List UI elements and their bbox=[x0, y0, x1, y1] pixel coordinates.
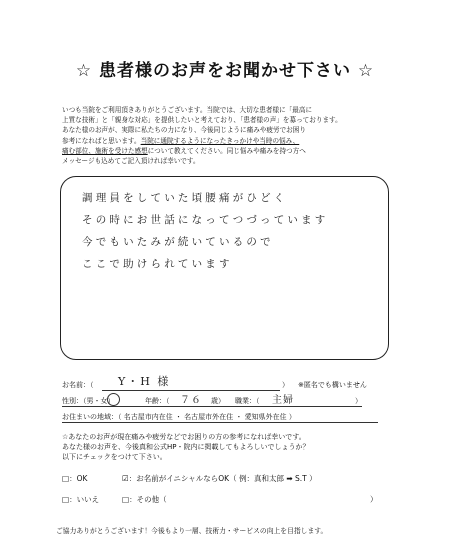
consent-no-checkbox[interactable]: □：いいえ bbox=[62, 495, 100, 504]
job-close: ） bbox=[355, 397, 362, 405]
intro-segment: 参考になればと思います。 bbox=[62, 136, 141, 145]
intro-line bbox=[62, 146, 402, 156]
page-title: ☆ 患者様のお声をお聞かせ下さい ☆ bbox=[75, 61, 375, 81]
job-label: 職業：（ bbox=[235, 397, 260, 405]
consent-other-close: ） bbox=[370, 495, 378, 504]
intro-line: あなた様のお声が、実際に私たちの力になり、今後同じように痛みや疲労でお困り bbox=[62, 126, 306, 135]
job-value[interactable]: 主婦 bbox=[272, 395, 294, 406]
intro-line bbox=[62, 136, 402, 146]
area-underline bbox=[62, 421, 378, 423]
intro-underlined: 痛む部位、施術を受けた感想 bbox=[62, 146, 148, 155]
consent-other-checkbox[interactable]: □：その他（ bbox=[122, 495, 167, 504]
gender-label: 性別：（男・女） bbox=[62, 397, 115, 405]
comment-line: 調理員をしていた頃腰痛がひどく bbox=[82, 192, 288, 204]
age-unit: 歳） bbox=[211, 397, 225, 405]
footer-thanks: ご協力ありがとうございます！今後もより一層、技術力・サービスの向上を目指します。 bbox=[56, 527, 328, 535]
area-label: お住まいの地域：（ 名古屋市内在住 ・ 名古屋市外在住 ・ 愛知県外在住 ） bbox=[62, 413, 296, 421]
consent-question-1: ☆あなたのお声が現在痛みや疲労などでお困りの方の参考になれば幸いです。 bbox=[62, 433, 306, 441]
name-label: お名前：（ bbox=[62, 381, 94, 389]
age-label: 年齢：（ bbox=[145, 397, 170, 405]
intro-line: いつも当院をご利用頂きありがとうございます。当院では、大切な患者様に「最高に bbox=[62, 106, 313, 114]
intro-line: 上質な技術」と「親身な対応」を提供したいと考えており、「患者様の声」を募っております。 bbox=[62, 116, 342, 125]
consent-initial-checkbox[interactable]: ☑：お名前がイニシャルならOK（ 例：真和太郎 ➡ S.T ） bbox=[122, 474, 317, 483]
comment-line: その時にお世話になってつづっています bbox=[82, 214, 329, 226]
intro-line: メッセージも込めてご記入頂ければ幸いです。 bbox=[62, 157, 200, 166]
anonymous-note: ※匿名でも構いません bbox=[298, 381, 367, 389]
age-value[interactable]: ７６ bbox=[180, 395, 202, 406]
intro-text bbox=[62, 105, 402, 166]
consent-question-3: 以下にチェックをつけて下さい。 bbox=[62, 453, 167, 461]
comment-line: ここで助けられています bbox=[82, 258, 233, 270]
consent-ok-checkbox[interactable]: □：OK bbox=[62, 474, 88, 483]
consent-question-2: あなた様のお声を、今後真和公式HP・院内に掲載してもよろしいでしょうか？ bbox=[62, 443, 310, 451]
name-value[interactable]: Y・H 様 bbox=[118, 375, 171, 388]
comment-line: 今でもいたみが続いているので bbox=[82, 236, 274, 248]
gender-row-underline bbox=[62, 405, 362, 407]
intro-underlined: 当院に通院するようになったきっかけや当時の悩み、 bbox=[140, 136, 300, 145]
name-close: ） bbox=[282, 381, 289, 389]
intro-segment: について教えてください。同じ悩みや痛みを持つ方へ bbox=[147, 146, 306, 155]
